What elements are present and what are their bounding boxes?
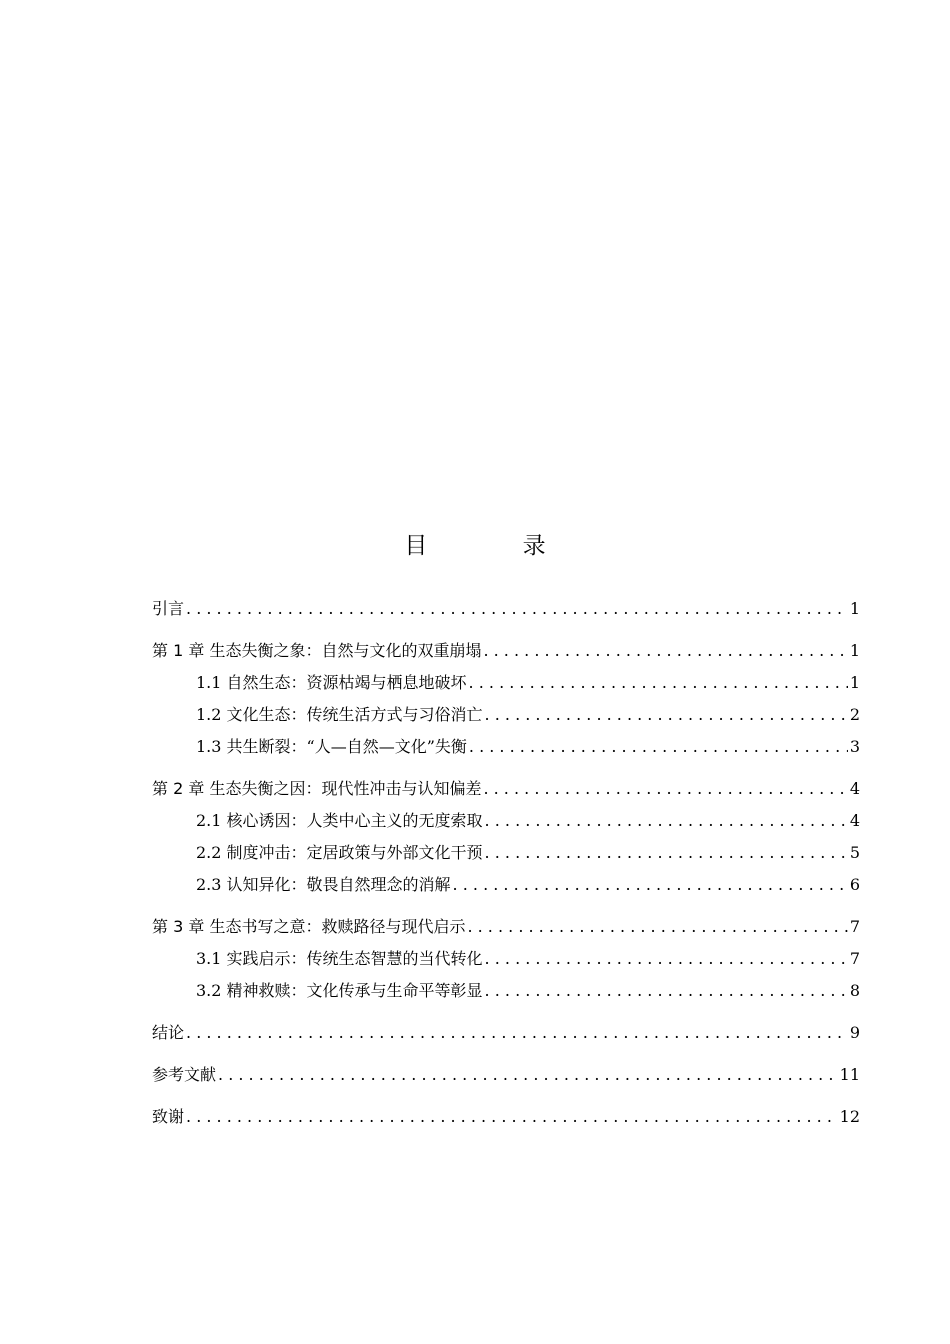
dot-leader bbox=[186, 1021, 848, 1045]
toc-entry-page: 5 bbox=[849, 843, 860, 862]
toc-entry-label: 致谢 bbox=[152, 1107, 185, 1126]
toc-entry[interactable] bbox=[152, 841, 860, 865]
toc-entry[interactable] bbox=[152, 777, 860, 801]
toc-entry-page: 12 bbox=[839, 1107, 860, 1126]
dot-leader bbox=[483, 777, 847, 801]
toc-entry[interactable] bbox=[152, 809, 860, 833]
toc-entry-label: 3.2 精神救赎：文化传承与生命平等彰显 bbox=[196, 981, 483, 1000]
dot-leader bbox=[485, 703, 848, 727]
toc-entry-label: 第 3 章 生态书写之意：救赎路径与现代启示 bbox=[152, 917, 466, 936]
toc-entry-page: 1 bbox=[849, 641, 860, 660]
toc-entry[interactable] bbox=[152, 947, 860, 971]
dot-leader bbox=[485, 947, 848, 971]
toc-entry-label: 1.3 共生断裂：“人—自然—文化”失衡 bbox=[196, 737, 467, 756]
dot-leader bbox=[469, 735, 848, 759]
toc-entry[interactable] bbox=[152, 873, 860, 897]
toc-entry-page: 6 bbox=[849, 875, 860, 894]
toc-entry-label: 2.1 核心诱因：人类中心主义的无度索取 bbox=[196, 811, 483, 830]
dot-leader bbox=[485, 841, 848, 865]
toc-entry-label: 1.2 文化生态：传统生活方式与习俗消亡 bbox=[196, 705, 483, 724]
toc-entry-page: 1 bbox=[849, 673, 860, 692]
toc-entry-page: 11 bbox=[839, 1065, 860, 1084]
toc-entry-page: 8 bbox=[849, 981, 860, 1000]
toc-entry-label: 2.3 认知异化：敬畏自然理念的消解 bbox=[196, 875, 451, 894]
toc-entry-page: 3 bbox=[849, 737, 860, 756]
dot-leader bbox=[485, 979, 848, 1003]
toc-entry-page: 4 bbox=[849, 811, 860, 830]
toc-entry-label: 2.2 制度冲击：定居政策与外部文化干预 bbox=[196, 843, 483, 862]
toc-entry[interactable] bbox=[152, 1105, 860, 1129]
toc-entry[interactable] bbox=[152, 1063, 860, 1087]
dot-leader bbox=[218, 1063, 838, 1087]
toc-entry-page: 9 bbox=[849, 1023, 860, 1042]
toc-entry-page: 7 bbox=[849, 949, 860, 968]
dot-leader bbox=[186, 597, 848, 621]
toc-entry-page: 7 bbox=[849, 917, 860, 936]
toc-entry-label: 结论 bbox=[152, 1023, 185, 1042]
toc-entry[interactable] bbox=[152, 979, 860, 1003]
toc-entry-label: 参考文献 bbox=[152, 1065, 217, 1084]
toc-entry-label: 引言 bbox=[152, 599, 185, 618]
dot-leader bbox=[453, 873, 848, 897]
toc-entry[interactable] bbox=[152, 735, 860, 759]
table-of-contents bbox=[152, 594, 860, 1129]
dot-leader bbox=[186, 1105, 838, 1129]
toc-entry[interactable] bbox=[152, 703, 860, 727]
toc-entry-page: 1 bbox=[849, 599, 860, 618]
dot-leader bbox=[469, 671, 848, 695]
toc-entry-label: 1.1 自然生态：资源枯竭与栖息地破坏 bbox=[196, 673, 467, 692]
toc-entry-label: 第 1 章 生态失衡之象：自然与文化的双重崩塌 bbox=[152, 641, 482, 660]
dot-leader bbox=[485, 809, 848, 833]
toc-entry[interactable] bbox=[152, 1021, 860, 1045]
toc-entry[interactable] bbox=[152, 915, 860, 939]
toc-entry[interactable] bbox=[152, 639, 860, 663]
toc-entry-page: 4 bbox=[849, 779, 860, 798]
dot-leader bbox=[483, 639, 847, 663]
dot-leader bbox=[467, 915, 847, 939]
toc-entry-page: 2 bbox=[849, 705, 860, 724]
toc-entry[interactable] bbox=[152, 597, 860, 621]
toc-entry-label: 第 2 章 生态失衡之因：现代性冲击与认知偏差 bbox=[152, 779, 482, 798]
toc-entry[interactable] bbox=[152, 671, 860, 695]
toc-title: 目 录 bbox=[404, 533, 590, 559]
toc-entry-label: 3.1 实践启示：传统生态智慧的当代转化 bbox=[196, 949, 483, 968]
